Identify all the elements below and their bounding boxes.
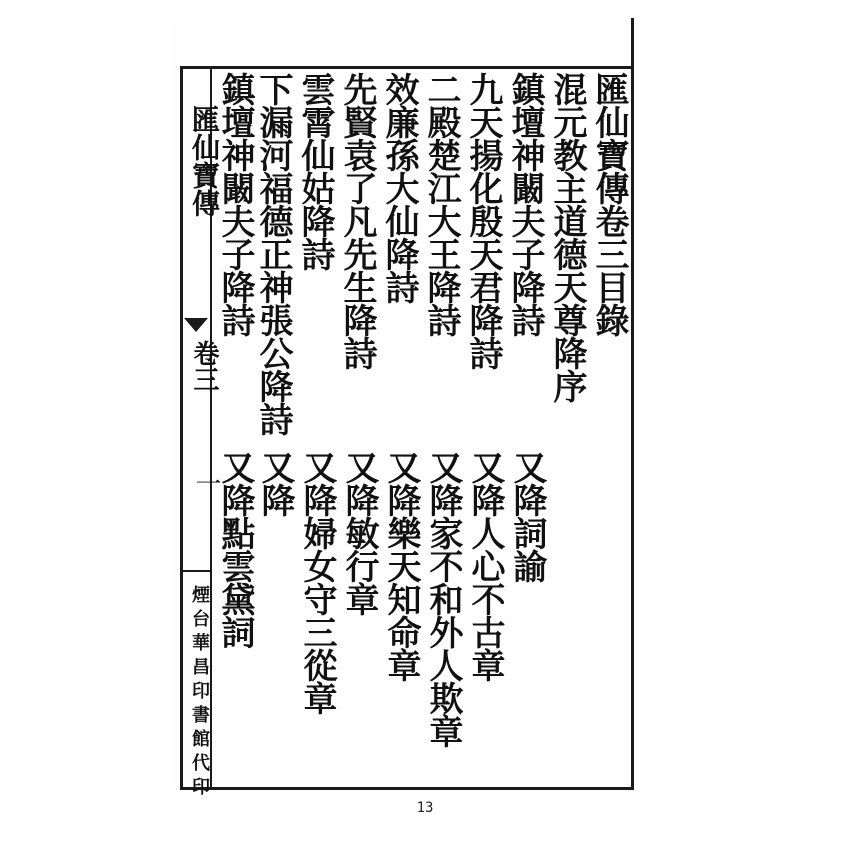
toc-sub-entry: 又降敏行章	[339, 450, 379, 615]
toc-entry: 鎮壇神闞夫子降詩	[505, 72, 545, 336]
frame-top-line	[180, 66, 634, 69]
printer-imprint: 煙台華昌印書館代印	[189, 585, 210, 801]
toc-sub-entry: 又降詞諭	[507, 450, 547, 582]
toc-sub-entry: 又降家不和外人欺章	[423, 450, 463, 747]
margin-volume-label: 卷三	[189, 340, 219, 392]
toc-sub-entry: 又降樂天知命章	[381, 450, 421, 681]
frame-left-line	[180, 66, 183, 790]
toc-heading: 匯仙寶傳卷三目錄	[589, 72, 629, 336]
fish-tail-mark	[184, 318, 208, 332]
page-number: 13	[416, 800, 434, 816]
frame-bottom-line	[180, 787, 634, 790]
margin-band-line	[180, 570, 212, 572]
toc-sub-entry: 又降	[255, 450, 295, 516]
toc-entry: 下漏河福德正神張公降詩	[253, 72, 293, 435]
toc-entry: 九天揚化殷天君降詩	[463, 72, 503, 369]
margin-book-title: 匯仙寶傳	[188, 105, 221, 217]
toc-entry: 雲霄仙姑降詩	[295, 72, 335, 270]
toc-entry: 效廉孫大仙降詩	[379, 72, 419, 303]
toc-sub-entry: 又降婦女守三從章	[297, 450, 337, 714]
toc-entry: 二殿楚江大王降詩	[421, 72, 461, 336]
toc-sub-entry: 又降點雲黛詞	[215, 450, 255, 648]
frame-right-line	[631, 18, 634, 790]
toc-entry: 混元教主道德天尊降序	[547, 72, 587, 402]
toc-entry: 先賢袁了凡先生降詩	[337, 72, 377, 369]
toc-entry: 鎮壇神闞夫子降詩	[215, 72, 255, 336]
margin-leaf-number: 一	[191, 470, 221, 496]
toc-sub-entry: 又降人心不古章	[465, 450, 505, 681]
